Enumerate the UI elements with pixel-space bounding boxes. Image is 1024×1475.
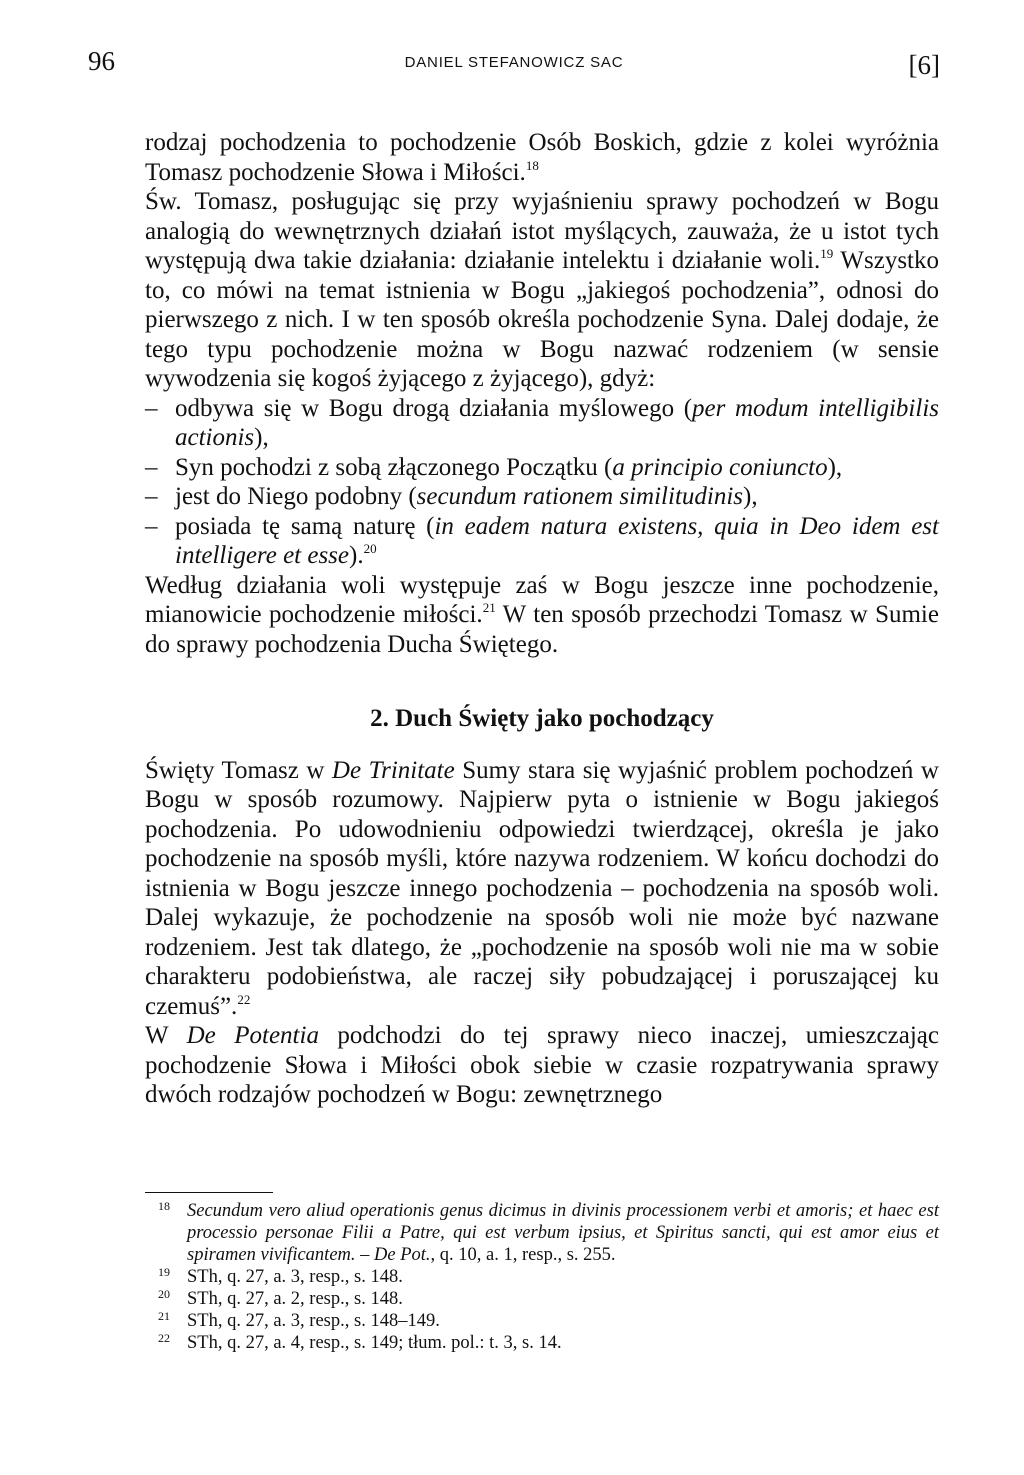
footnote-ref-18[interactable]: 18 [525, 157, 539, 173]
footnote-citation: STh, q. 27, a. 3, resp., s. 148–149. [187, 1311, 440, 1331]
footnote-21 [145, 1310, 939, 1332]
footnote-20 [145, 1288, 939, 1310]
paragraph-text: W [145, 1022, 187, 1049]
paragraph-text: Św. Tomasz, posługując się przy wyjaśnieniu sprawy pochodzeń w Bogu analogią do wewnętrznych działań istot myślących, zauważa, że u istot tych występują dwa takie działania: działanie intelektu i działanie woli. [145, 188, 939, 274]
paragraph-4 [145, 756, 939, 1022]
list-item [145, 512, 939, 571]
paragraph-2 [145, 187, 939, 394]
footnote-ref-20[interactable]: 20 [363, 541, 377, 556]
list-text: ), [743, 483, 758, 510]
footnote-18 [145, 1200, 939, 1266]
running-head: DANIEL STEFANOWICZ SAC [404, 54, 624, 71]
reasons-list [145, 394, 939, 571]
list-item [145, 482, 939, 512]
list-text: ). [349, 542, 364, 569]
footnote-citation: , q. 10, a. 1, resp., s. 255. [430, 1245, 616, 1265]
paragraph-3 [145, 571, 939, 660]
footnote-19 [145, 1266, 939, 1288]
paragraph-1 [145, 128, 939, 187]
paragraph-text: podchodzi do tej sprawy nieco inaczej, umieszczając pochodzenie Słowa i Miłości obok siebie w czasie rozpatrywania sprawy dwóch rodzajów pochodzeń w Bogu: zewnętrznego [145, 1022, 939, 1108]
paragraph-text: rodzaj pochodzenia to pochodzenie Osób Boskich, gdzie z kolei wyróżnia Tomasz pochodzenie Słowa i Miłości. [145, 129, 939, 186]
list-text: Syn pochodzi z sobą złączonego Początku ( [175, 453, 613, 481]
paragraph-text: Święty Tomasz w [145, 756, 332, 784]
paragraph-text: Wszystko to, co mówi na temat istnienia w Bogu „jakiegoś pochodzenia”, odnosi do pierwszego z nich. I w ten sposób określa pochodzenie Syna. Dalej dodaje, że tego typu pochodzenie można w Bogu nazwać rodzeniem (w sensie wywodzenia się kogoś żyjącego z żyjącego), gdyż: [145, 247, 939, 392]
list-text: ), [254, 424, 269, 451]
footnote-ref-22[interactable]: 22 [237, 991, 251, 1007]
latin-phrase: secundum rationem similitudinis [416, 483, 744, 510]
paragraph-text: W ten sposób przechodzi Tomasz w Sumie do sprawy pochodzenia Ducha Świętego. [145, 601, 939, 658]
latin-phrase: per modum intelligibilis actionis [175, 394, 940, 451]
list-item [145, 453, 939, 483]
footnote-ref-21[interactable]: 21 [482, 600, 496, 615]
work-title: De Trinitate [331, 756, 455, 784]
footnote-number: 20 [158, 1287, 170, 1301]
footnote-latin-quote: Secundum vero aliud operationis genus dicimus in divinis processionem verbi et amoris; et haec est processio personae Filii a Patre, qui est verbum ipsius, et Spiritus sancti, qui est amor eius et spiramen vivificantem. – De Pot. [187, 1201, 939, 1265]
list-item [145, 394, 939, 453]
footnote-divider [145, 1192, 273, 1193]
section-heading: 2. Duch Święty jako pochodzący [370, 705, 714, 732]
paragraph-text: Według działania woli występuje zaś w Bogu jeszcze inne pochodzenie, mianowicie pochodzenie miłości. [145, 571, 939, 628]
footnote-citation: STh, q. 27, a. 2, resp., s. 148. [187, 1289, 403, 1309]
page-header [88, 46, 940, 86]
list-text: jest do Niego podobny ( [175, 483, 417, 510]
footnote-ref-19[interactable]: 19 [820, 246, 834, 261]
latin-phrase: in eadem natura existens, quia in Deo idem est intelligere et esse [175, 512, 939, 569]
footnote-number: 18 [158, 1199, 170, 1213]
section-marker: [6] [908, 50, 940, 80]
body-text [145, 128, 939, 1110]
work-title: De Potentia [186, 1022, 319, 1049]
footnotes [145, 1200, 939, 1354]
list-text: posiada tę samą naturę ( [175, 512, 435, 540]
latin-phrase: a principio coniuncto [612, 453, 828, 481]
paragraph-5 [145, 1021, 939, 1110]
footnote-number: 21 [158, 1309, 170, 1323]
list-text: odbywa się w Bogu drogą działania myślowego ( [175, 394, 693, 422]
footnote-number: 22 [158, 1331, 170, 1345]
page-number: 96 [88, 46, 115, 76]
paragraph-text: Sumy stara się wyjaśnić problem pochodzeń w Bogu w sposób rozumowy. Najpierw pyta o istnienie w Bogu jakiegoś pochodzenia. Po udowodnieniu odpowiedzi twierdzącej, określa je jako pochodzenie na sposób myśli, które nazywa rodzeniem. W końcu dochodzi do istnienia w Bogu jeszcze innego pochodzenia – pochodzenia na sposób woli. Dalej wykazuje, że pochodzenie na sposób woli nie może być nazwane rodzeniem. Jest tak dlatego, że „pochodzenie na sposób woli nie ma w sobie charakteru podobieństwa, ale raczej siły pobudzającej i poruszającej ku czemuś”. [145, 756, 939, 1020]
footnote-number: 19 [158, 1265, 170, 1279]
footnote-22 [145, 1332, 939, 1354]
footnote-citation: STh, q. 27, a. 3, resp., s. 148. [187, 1267, 403, 1287]
list-text: ), [827, 453, 843, 481]
footnote-citation: STh, q. 27, a. 4, resp., s. 149; tłum. pol.: t. 3, s. 14. [187, 1333, 562, 1353]
